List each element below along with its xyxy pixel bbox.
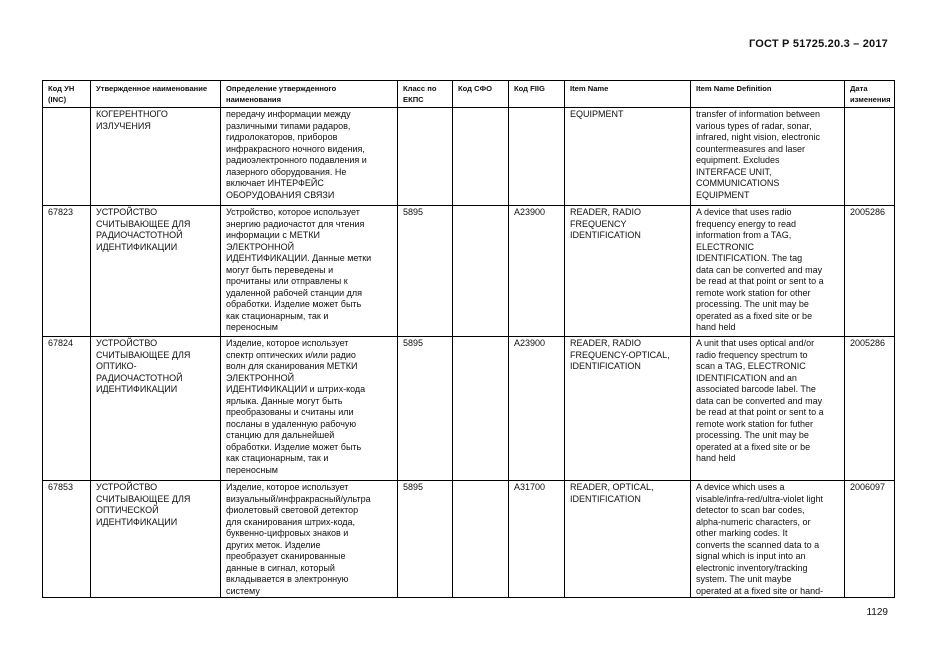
cell-approved-name: КОГЕРЕНТНОГО ИЗЛУЧЕНИЯ bbox=[91, 108, 221, 206]
cell-item-name-definition: A device that uses radio frequency energy to read information from a TAG, ELECTRONIC IDENTIFICATION. The tag data can be converted and may be read at that point or sent to a remote work station for other processing. The unit may be operated as a fixed site or be hand held bbox=[691, 206, 845, 337]
cell-name-definition: Устройство, которое использует энергию радиочастот для чтения информации с МЕТКИ ЭЛЕКТРОННОЙ ИДЕНТИФИКАЦИИ. Данные метки могут быть переведены и прочитаны или отправлены к удаленной рабочей станции для обработки. Изделие может быть как стационарным, так и переносным bbox=[221, 206, 398, 337]
document-title: ГОСТ Р 51725.20.3 – 2017 bbox=[748, 38, 888, 50]
header-sfo-code: Код СФО bbox=[453, 81, 509, 108]
cell-item-name-definition: A device which uses a visable/infra-red/ultra-violet light detector to scan bar codes, alpha-numeric characters, or other marking codes. It converts the scanned data to a signal which is input into an electronic inventory/tracking system. The unit maybe operated at a fixed site or hand- bbox=[691, 481, 845, 598]
cell-fiig-code bbox=[509, 108, 565, 206]
cell-sfo-code bbox=[453, 481, 509, 598]
cell-change-date: 2006097 bbox=[845, 481, 895, 598]
cell-name-definition: Изделие, которое использует визуальный/инфракрасный/ультра фиолетовый световой детектор для сканирования штрих-кода, буквенно-цифровых знаков и других меток. Изделие преобразует сканированные данные в сигнал, который вкладывается в электронную систему bbox=[221, 481, 398, 598]
cell-name-definition: передачу информации между различными типами радаров, гидролокаторов, приборов инфракрасного ночного видения, радиоэлектронного подавления и лазерного оборудования. Не включает ИНТЕРФЕЙС ОБОРУДОВАНИЯ СВЯЗИ bbox=[221, 108, 398, 206]
header-inc: Код УН (INC) bbox=[43, 81, 91, 108]
cell-ekps-class bbox=[398, 108, 453, 206]
header-change-date: Дата изменения bbox=[845, 81, 895, 108]
table-row bbox=[43, 481, 895, 598]
cell-ekps-class: 5895 bbox=[398, 481, 453, 598]
cell-item-name: READER, RADIO FREQUENCY-OPTICAL, IDENTIFICATION bbox=[565, 337, 691, 481]
cell-fiig-code: A31700 bbox=[509, 481, 565, 598]
cell-inc: 67823 bbox=[43, 206, 91, 337]
cell-ekps-class: 5895 bbox=[398, 337, 453, 481]
header-fiig-code: Код FIIG bbox=[509, 81, 565, 108]
cell-inc: 67824 bbox=[43, 337, 91, 481]
cell-item-name-definition: A unit that uses optical and/or radio frequency spectrum to scan a TAG, ELECTRONIC IDENTIFICATION and an associated barcode label. The data can be converted and may be read at that point or sent to a remote work station for futher processing. The unit may be operated at a fixed site or be hand held bbox=[691, 337, 845, 481]
cell-change-date: 2005286 bbox=[845, 337, 895, 481]
header-approved-name: Утвержденное наименование bbox=[91, 81, 221, 108]
header-item-name: Item Name bbox=[565, 81, 691, 108]
cell-item-name: READER, OPTICAL, IDENTIFICATION bbox=[565, 481, 691, 598]
cell-approved-name: УСТРОЙСТВО СЧИТЫВАЮЩЕЕ ДЛЯ РАДИОЧАСТОТНОЙ ИДЕНТИФИКАЦИИ bbox=[91, 206, 221, 337]
cell-fiig-code: A23900 bbox=[509, 337, 565, 481]
table-row bbox=[43, 108, 895, 206]
cell-fiig-code: A23900 bbox=[509, 206, 565, 337]
table-row bbox=[43, 337, 895, 481]
cell-inc: 67853 bbox=[43, 481, 91, 598]
cell-sfo-code bbox=[453, 108, 509, 206]
nomenclature-table bbox=[42, 80, 895, 598]
cell-approved-name: УСТРОЙСТВО СЧИТЫВАЮЩЕЕ ДЛЯ ОПТИЧЕСКОЙ ИДЕНТИФИКАЦИИ bbox=[91, 481, 221, 598]
cell-change-date: 2005286 bbox=[845, 206, 895, 337]
cell-ekps-class: 5895 bbox=[398, 206, 453, 337]
page-number: 1129 bbox=[866, 607, 888, 618]
table-row bbox=[43, 206, 895, 337]
cell-item-name: READER, RADIO FREQUENCY IDENTIFICATION bbox=[565, 206, 691, 337]
header-ekps-class: Класс по ЕКПС bbox=[398, 81, 453, 108]
cell-change-date bbox=[845, 108, 895, 206]
cell-inc bbox=[43, 108, 91, 206]
header-name-definition: Определение утвержденного наименования bbox=[221, 81, 398, 108]
header-item-name-definition: Item Name Definition bbox=[691, 81, 845, 108]
cell-name-definition: Изделие, которое использует спектр оптических и/или радио волн для сканирования МЕТКИ ЭЛЕКТРОННОЙ ИДЕНТИФИКАЦИИ и штрих-кода ярлыка. Данные могут быть преобразованы и считаны или посланы в удаленную рабочую станцию для дальнейшей обработки. Изделие может быть как стационарным, так и переносным bbox=[221, 337, 398, 481]
cell-item-name-definition: transfer of information between various types of radar, sonar, infrared, night vision, electronic countermeasures and laser equipment. Excludes INTERFACE UNIT, COMMUNICATIONS EQUIPMENT bbox=[691, 108, 845, 206]
cell-approved-name: УСТРОЙСТВО СЧИТЫВАЮЩЕЕ ДЛЯ ОПТИКО- РАДИОЧАСТОТНОЙ ИДЕНТИФИКАЦИИ bbox=[91, 337, 221, 481]
cell-sfo-code bbox=[453, 337, 509, 481]
cell-item-name: EQUIPMENT bbox=[565, 108, 691, 206]
table-header-row bbox=[43, 81, 895, 108]
cell-sfo-code bbox=[453, 206, 509, 337]
